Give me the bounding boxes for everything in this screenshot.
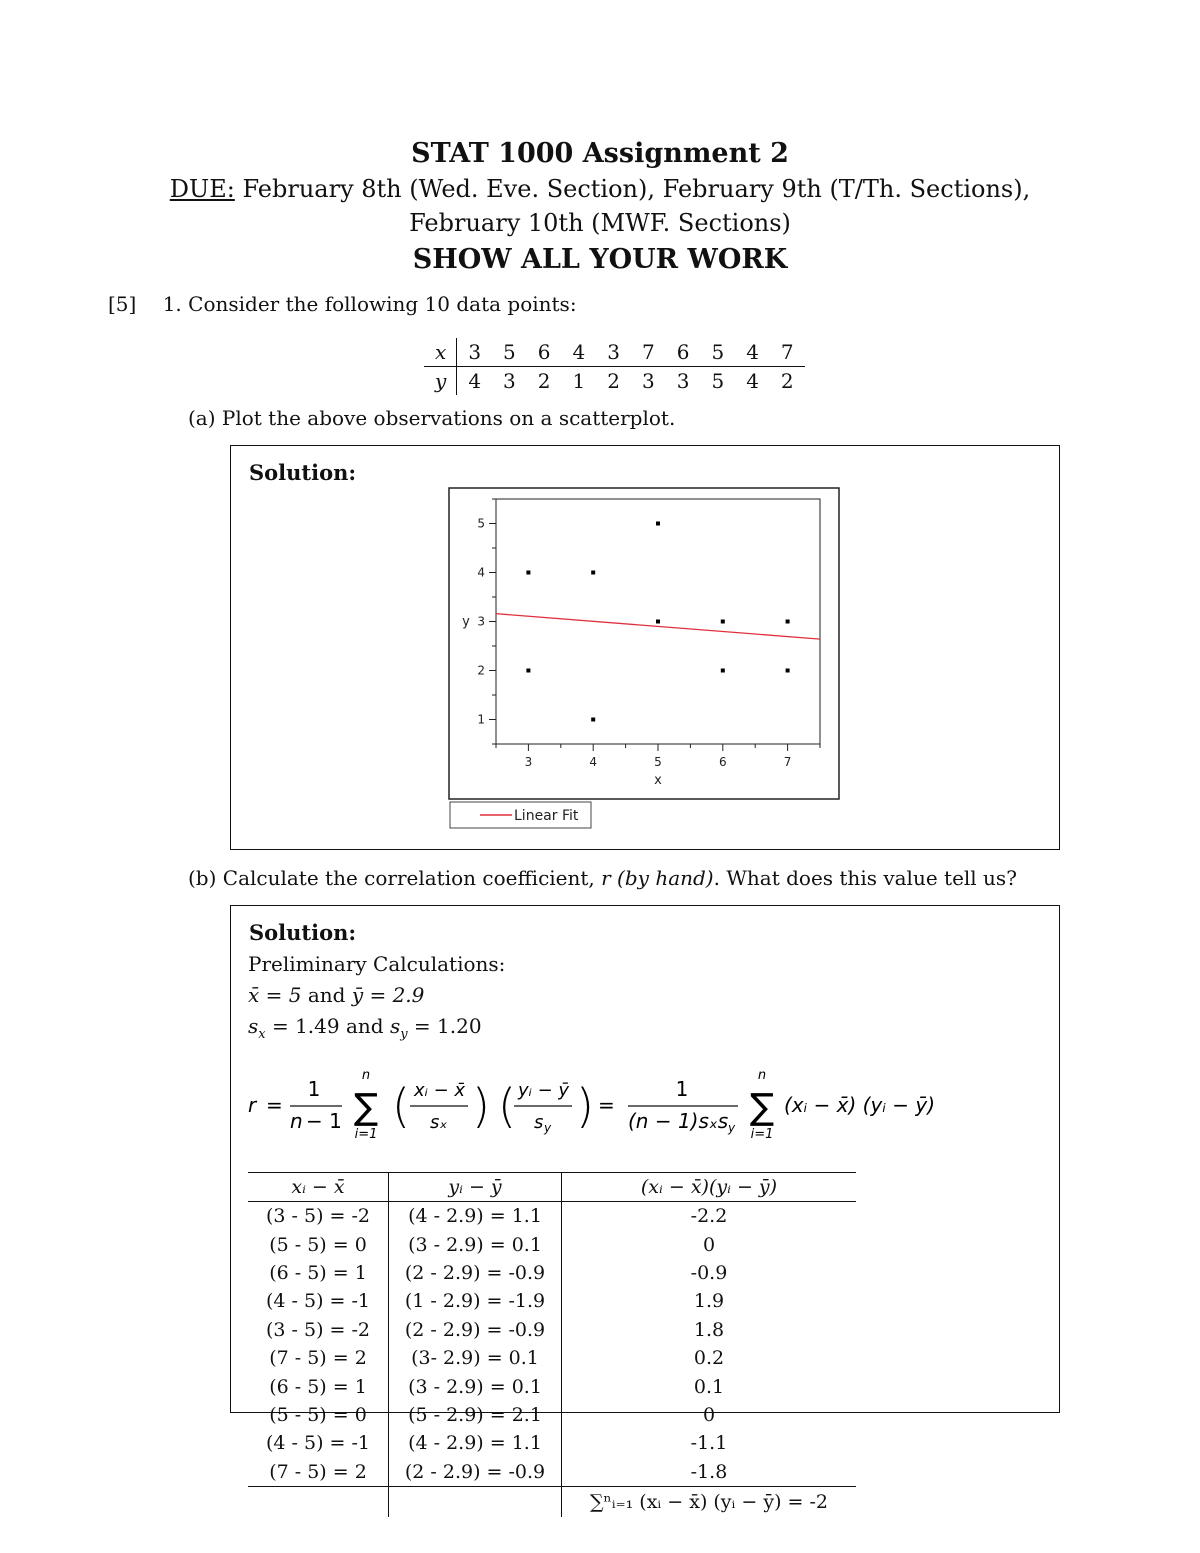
- mean-x: x̄ = 5: [248, 983, 302, 1007]
- svg-text:− 1: − 1: [306, 1109, 342, 1133]
- empty-cell: [389, 1486, 562, 1517]
- sd-x-value: = 1.49: [265, 1014, 340, 1038]
- table-cell: (4 - 5) = -1: [248, 1287, 389, 1315]
- table-cell: (7 - 5) = 2: [248, 1458, 389, 1487]
- data-point: [526, 571, 530, 575]
- y-axis-label: y: [462, 614, 470, 630]
- x-label: x: [424, 338, 457, 367]
- svg-text:yᵢ − ȳ: yᵢ − ȳ: [518, 1080, 570, 1101]
- y-value: 3: [641, 369, 655, 393]
- solution-label: Solution:: [249, 920, 357, 945]
- table-cell: (6 - 5) = 1: [248, 1372, 389, 1400]
- y-value: 3: [503, 369, 516, 393]
- table-row: [248, 1372, 856, 1400]
- table-cell: (3- 2.9) = 0.1: [389, 1344, 562, 1372]
- calc-header-row: [248, 1173, 856, 1202]
- table-cell: (4 - 5) = -1: [248, 1429, 389, 1457]
- sd-line: [248, 1014, 482, 1042]
- y-value: 1: [572, 369, 586, 393]
- y-value: 3: [676, 369, 690, 393]
- svg-text:=: =: [598, 1093, 615, 1117]
- table-cell: (3 - 2.9) = 0.1: [389, 1230, 562, 1258]
- part-b-text-pre: Calculate the correlation coefficient,: [222, 866, 602, 890]
- x-tick-label: 5: [654, 755, 662, 769]
- y-label: y: [424, 367, 457, 396]
- data-point: [656, 620, 660, 624]
- x-value: 7: [770, 338, 805, 367]
- question-1: [108, 292, 577, 316]
- data-point: [721, 669, 725, 673]
- question-text: Consider the following 10 data points:: [188, 292, 577, 316]
- x-tick-label: 6: [718, 755, 727, 769]
- svg-text:n: n: [290, 1109, 303, 1133]
- svg-text:s: s: [534, 1112, 544, 1133]
- data-points-table: [424, 338, 805, 395]
- part-b-text-mid: (by hand): [610, 866, 714, 890]
- x-value: 3: [457, 338, 492, 367]
- table-cell: (5 - 5) = 0: [248, 1401, 389, 1429]
- correlation-formula: [246, 1066, 966, 1146]
- table-cell: (4 - 2.9) = 1.1: [389, 1202, 562, 1231]
- svg-text:n: n: [757, 1068, 767, 1083]
- x-value: 4: [562, 338, 597, 367]
- table-cell: (5 - 2.9) = 2.1: [389, 1401, 562, 1429]
- part-a: [188, 406, 675, 430]
- svg-text:(n − 1)sₓs: (n − 1)sₓs: [628, 1109, 729, 1133]
- svg-text:sₓ: sₓ: [430, 1112, 448, 1133]
- table-cell: (2 - 2.9) = -0.9: [389, 1316, 562, 1344]
- table-cell: (3 - 5) = -2: [248, 1316, 389, 1344]
- table-row: [248, 1458, 856, 1487]
- table-row: [248, 1429, 856, 1457]
- x-axis-label: x: [654, 773, 662, 788]
- table-cell: (3 - 2.9) = 0.1: [389, 1372, 562, 1400]
- means-and: and: [301, 983, 352, 1007]
- x-value: 6: [666, 338, 701, 367]
- sum-row: [248, 1486, 856, 1517]
- table-cell: (3 - 5) = -2: [248, 1202, 389, 1231]
- x-value: 5: [700, 338, 735, 367]
- y-row: [424, 367, 805, 396]
- svg-text:1: 1: [307, 1077, 321, 1101]
- solution-label: Solution:: [249, 460, 357, 485]
- data-point: [591, 571, 595, 575]
- x-value: 7: [631, 338, 666, 367]
- svg-text:r: r: [248, 1093, 257, 1117]
- table-row: [248, 1202, 856, 1231]
- part-b: [188, 866, 1017, 890]
- table-cell: -0.9: [690, 1261, 728, 1284]
- table-cell: -2.2: [690, 1205, 728, 1228]
- prelim-heading: Preliminary Calculations:: [248, 952, 506, 976]
- data-point: [786, 620, 790, 624]
- table-cell: 0.1: [693, 1375, 725, 1398]
- table-row: [248, 1344, 856, 1372]
- data-point: [721, 620, 725, 624]
- table-cell: 1.9: [693, 1290, 725, 1313]
- table-cell: 1.8: [693, 1318, 725, 1341]
- table-cell: 0.2: [693, 1347, 725, 1370]
- y-value: 2: [780, 369, 794, 393]
- data-point: [656, 522, 660, 526]
- calc-header: yᵢ − ȳ: [389, 1173, 562, 1202]
- legend-label: Linear Fit: [514, 808, 579, 824]
- due-line: [0, 175, 1200, 203]
- x-tick-label: 4: [589, 755, 598, 769]
- due-label: DUE:: [169, 175, 235, 203]
- y-value: 5: [711, 369, 725, 393]
- y-tick-label: 5: [477, 516, 485, 531]
- show-work-heading: SHOW ALL YOUR WORK: [412, 244, 788, 275]
- svg-text:(xᵢ − x̄) (yᵢ − ȳ): (xᵢ − x̄) (yᵢ − ȳ): [784, 1093, 936, 1117]
- part-b-text-post: . What does this value tell us?: [713, 866, 1017, 890]
- sd-x-subscript: x: [258, 1027, 266, 1042]
- table-cell: (4 - 2.9) = 1.1: [389, 1429, 562, 1457]
- x-value: 4: [735, 338, 770, 367]
- svg-text:1: 1: [675, 1077, 689, 1101]
- calc-header: (xᵢ − x̄)(yᵢ − ȳ): [562, 1173, 857, 1202]
- due-text: February 8th (Wed. Eve. Section), February 9th (T/Th. Sections),: [234, 175, 1031, 203]
- sd-y-subscript: y: [400, 1027, 408, 1042]
- table-cell: (2 - 2.9) = -0.9: [389, 1458, 562, 1487]
- table-row: [248, 1259, 856, 1287]
- sd-and: and: [339, 1014, 390, 1038]
- x-value: 3: [596, 338, 631, 367]
- table-cell: (5 - 5) = 0: [248, 1230, 389, 1258]
- svg-text:(: (: [392, 1079, 410, 1133]
- x-row: [424, 338, 805, 367]
- sd-y-symbol: s: [389, 1014, 401, 1038]
- y-tick-label: 4: [477, 565, 485, 580]
- part-b-label: (b): [188, 866, 217, 890]
- table-cell: (1 - 2.9) = -1.9: [389, 1287, 562, 1315]
- scatterplot: [448, 487, 842, 832]
- table-cell: (7 - 5) = 2: [248, 1344, 389, 1372]
- empty-cell: [248, 1486, 389, 1517]
- part-a-label: (a): [188, 406, 216, 430]
- svg-text:n: n: [361, 1068, 371, 1083]
- y-tick-label: 2: [477, 663, 485, 678]
- due-line-2: February 10th (MWF. Sections): [409, 209, 791, 237]
- x-value: 5: [492, 338, 527, 367]
- y-value: 4: [468, 369, 482, 393]
- sd-x-symbol: s: [248, 1014, 259, 1038]
- svg-text:y: y: [728, 1121, 736, 1135]
- y-value: 2: [537, 369, 551, 393]
- table-cell: 0: [702, 1233, 716, 1256]
- svg-text:∑: ∑: [353, 1087, 379, 1128]
- x-tick-label: 3: [524, 755, 533, 769]
- calculation-table: [248, 1172, 856, 1517]
- table-cell: (6 - 5) = 1: [248, 1259, 389, 1287]
- data-point: [786, 669, 790, 673]
- table-row: [248, 1401, 856, 1429]
- y-tick-label: 3: [477, 614, 485, 629]
- data-point: [591, 718, 595, 722]
- y-tick-label: 1: [477, 712, 485, 727]
- svg-text:y: y: [544, 1121, 552, 1135]
- svg-text:xᵢ − x̄: xᵢ − x̄: [414, 1080, 466, 1101]
- table-cell: -1.8: [690, 1460, 728, 1483]
- svg-text:∑: ∑: [749, 1087, 775, 1128]
- table-cell: -1.1: [690, 1432, 728, 1455]
- svg-text:i=1: i=1: [354, 1127, 378, 1142]
- x-tick-label: 7: [783, 755, 792, 769]
- svg-text:): ): [472, 1079, 490, 1133]
- y-value: 2: [607, 369, 620, 393]
- table-row: [248, 1316, 856, 1344]
- table-cell: 0: [702, 1403, 716, 1426]
- means-line: [248, 983, 424, 1007]
- sum-cell: ∑ⁿᵢ₌₁ (xᵢ − x̄) (yᵢ − ȳ) = -2: [562, 1486, 857, 1517]
- page-title: STAT 1000 Assignment 2: [411, 138, 789, 169]
- r-symbol: r: [601, 866, 611, 890]
- svg-text:i=1: i=1: [750, 1127, 774, 1142]
- svg-text:(: (: [498, 1079, 516, 1133]
- svg-text:=: =: [266, 1093, 283, 1117]
- table-row: [248, 1287, 856, 1315]
- y-value: 4: [746, 369, 759, 393]
- calc-header: xᵢ − x̄: [248, 1173, 389, 1202]
- svg-text:): ): [576, 1079, 594, 1133]
- table-row: [248, 1230, 856, 1258]
- table-cell: (2 - 2.9) = -0.9: [389, 1259, 562, 1287]
- x-value: 6: [527, 338, 562, 367]
- part-a-text: Plot the above observations on a scatterplot.: [221, 406, 676, 430]
- question-number: 1.: [162, 292, 182, 316]
- data-point: [526, 669, 530, 673]
- question-marks: [5]: [108, 292, 137, 316]
- sd-y-value: = 1.20: [407, 1014, 482, 1038]
- mean-y: ȳ = 2.9: [351, 983, 425, 1007]
